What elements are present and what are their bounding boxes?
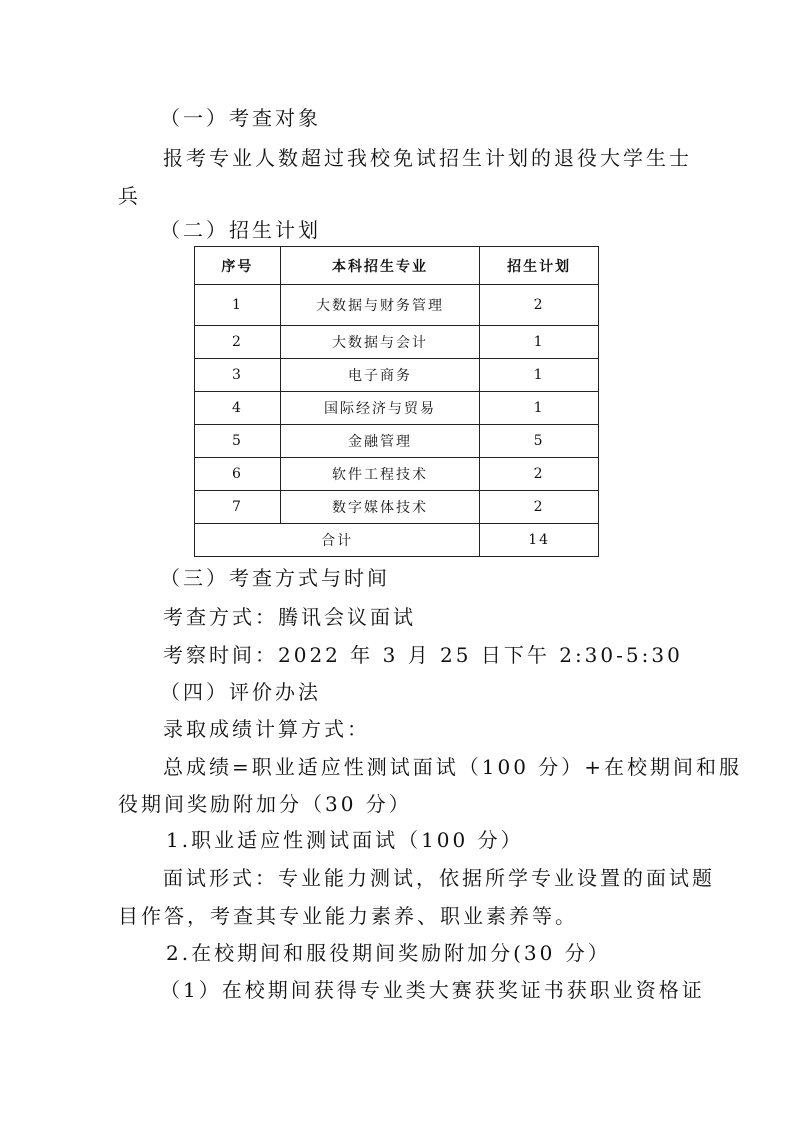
cell-plan: 5	[480, 425, 599, 458]
list-item: （1）在校期间获得专业类大赛获奖证书获职业资格证	[160, 978, 705, 1002]
cell-major: 大数据与财务管理	[280, 285, 479, 326]
table-row	[195, 425, 599, 458]
table-row	[195, 491, 599, 524]
table-total-row	[195, 524, 599, 557]
cell-plan: 1	[480, 392, 599, 425]
cell-major: 数字媒体技术	[280, 491, 479, 524]
cell-plan: 1	[480, 359, 599, 392]
table-row	[195, 359, 599, 392]
paragraph: 报考专业人数超过我校免试招生计划的退役大学生士	[163, 146, 692, 170]
cell-plan: 2	[480, 285, 599, 326]
list-item: 2.在校期间和服役期间奖励附加分(30 分）	[166, 941, 611, 965]
cell-plan: 2	[480, 458, 599, 491]
cell-index: 4	[195, 392, 281, 425]
paragraph: 面试形式：专业能力测试，依据所学专业设置的面试题	[163, 866, 715, 890]
paragraph: 考查方式：腾讯会议面试	[163, 605, 416, 629]
section-heading-2: （二）招生计划	[160, 218, 321, 242]
cell-major: 金融管理	[280, 425, 479, 458]
total-value: 14	[480, 524, 599, 557]
list-item: 1.职业适应性测试面试（100 分）	[166, 828, 524, 852]
header-cell: 序号	[195, 247, 281, 285]
table-header-row	[195, 247, 599, 285]
cell-index: 2	[195, 326, 281, 359]
table-row	[195, 285, 599, 326]
cell-index: 1	[195, 285, 281, 326]
header-cell: 招生计划	[480, 247, 599, 285]
cell-index: 5	[195, 425, 281, 458]
cell-index: 6	[195, 458, 281, 491]
paragraph: 役期间奖励附加分（30 分）	[118, 792, 412, 816]
table-row	[195, 392, 599, 425]
cell-index: 7	[195, 491, 281, 524]
section-heading-1: （一）考查对象	[160, 106, 321, 130]
cell-major: 电子商务	[280, 359, 479, 392]
paragraph: 目作答，考查其专业能力素养、职业素养等。	[118, 904, 578, 928]
total-label: 合计	[195, 524, 480, 557]
cell-major: 大数据与会计	[280, 326, 479, 359]
cell-plan: 2	[480, 491, 599, 524]
section-heading-3: （三）考查方式与时间	[160, 566, 390, 590]
cell-index: 3	[195, 359, 281, 392]
cell-major: 国际经济与贸易	[280, 392, 479, 425]
cell-major: 软件工程技术	[280, 458, 479, 491]
paragraph: 总成绩=职业适应性测试面试（100 分）+在校期间和服	[163, 755, 743, 779]
paragraph: 考察时间：2022 年 3 月 25 日下午 2:30-5:30	[163, 643, 683, 667]
paragraph: 录取成绩计算方式：	[163, 717, 370, 741]
header-cell: 本科招生专业	[280, 247, 479, 285]
section-heading-4: （四）评价办法	[160, 680, 321, 704]
cell-plan: 1	[480, 326, 599, 359]
enrollment-plan-table	[194, 246, 599, 557]
table-row	[195, 458, 599, 491]
table-row	[195, 326, 599, 359]
paragraph: 兵	[118, 184, 141, 208]
